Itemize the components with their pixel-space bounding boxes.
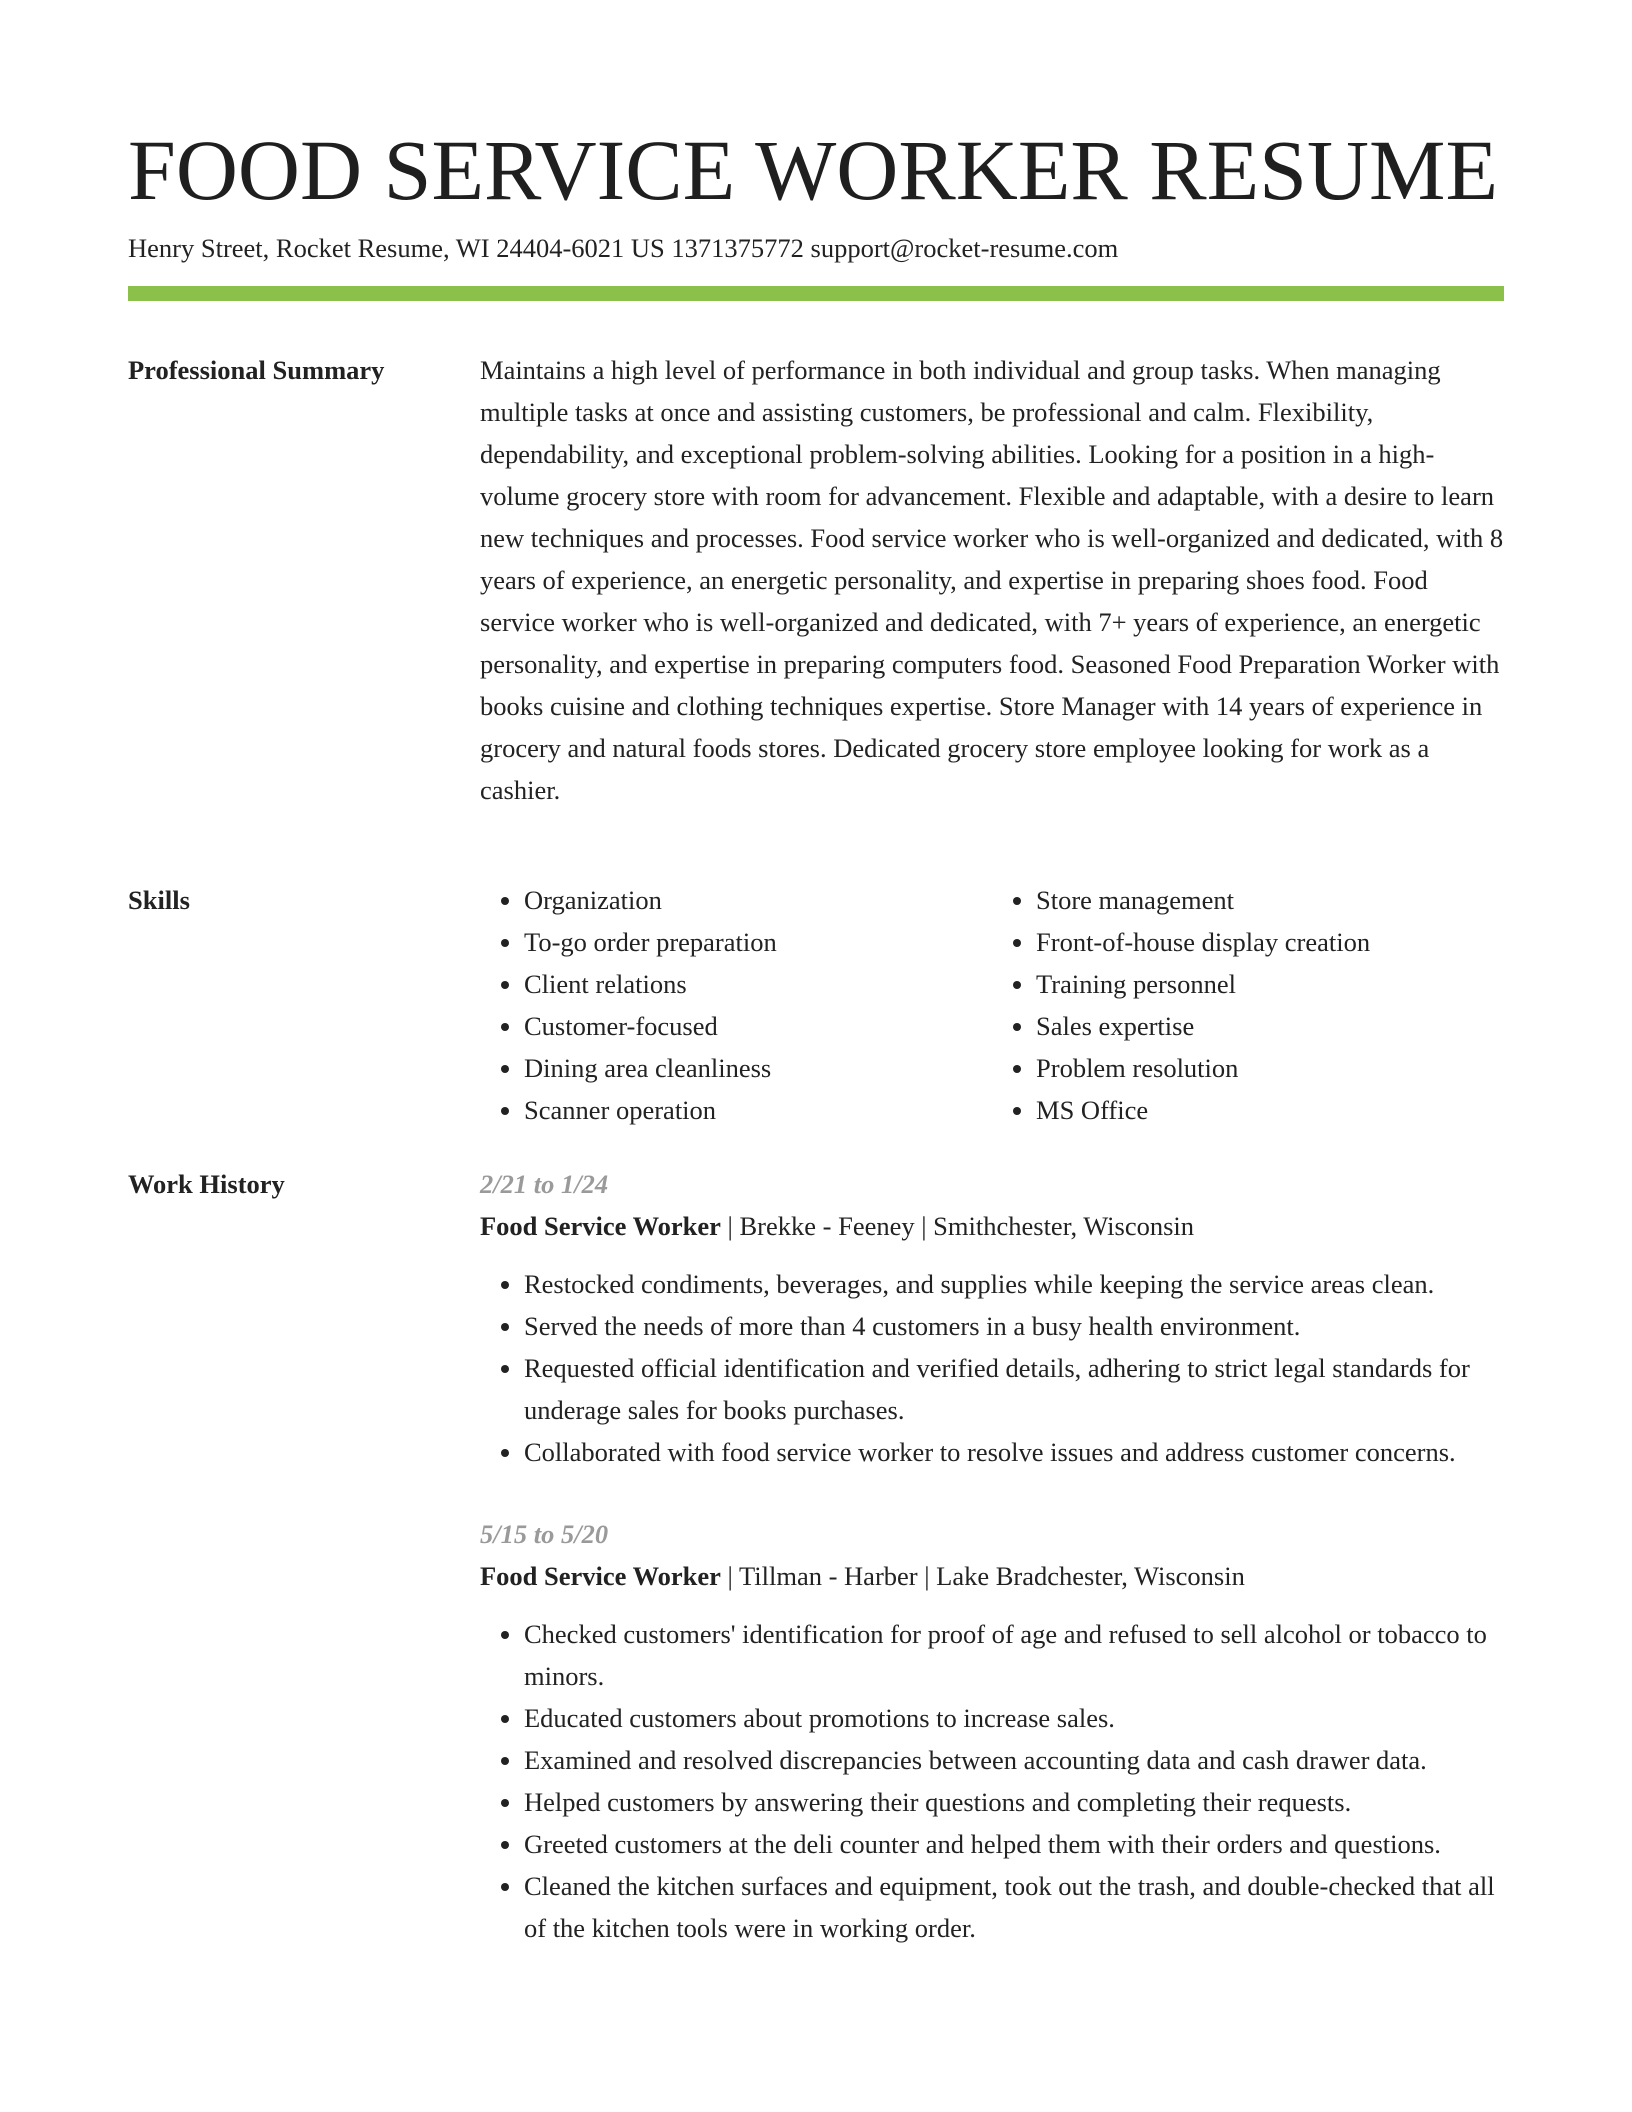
skill-item: • Sales expertise <box>1036 1005 1504 1047</box>
job-bullet: • Educated customers about promotions to increase sales. <box>524 1697 1504 1739</box>
accent-divider <box>128 286 1504 301</box>
section-heading-skills: Skills <box>128 885 190 915</box>
skill-item: • Dining area cleanliness <box>524 1047 992 1089</box>
summary-text: Maintains a high level of performance in both individual and group tasks. When managing multiple tasks at once and assisting customers, be professional and calm. Flexibility, dependability, and exceptional problem-solving abilities. Looking for a position in a high-volume grocery store with room for advancement. Flexible and adaptable, with a desire to learn new techniques and processes. Food service worker who is well-organized and dedicated, with 8 years of experience, an energetic personality, and expertise in preparing shoes food. Food service worker who is well-organized and dedicated, with 7+ years of experience, an energetic personality, and expertise in preparing computers food. Seasoned Food Preparation Worker with books cuisine and clothing techniques expertise. Store Manager with 14 years of experience in grocery and natural foods stores. Dedicated grocery store employee looking for work as a cashier. <box>480 355 1504 805</box>
skill-item: • Scanner operation <box>524 1089 992 1131</box>
job-role: Food Service Worker <box>480 1561 721 1591</box>
job-bullet: • Checked customers' identification for proof of age and refused to sell alcohol or tobacco to minors. <box>524 1613 1504 1697</box>
job-bullets <box>480 1613 1504 1949</box>
skills-column-left <box>480 879 992 1131</box>
job-entry <box>480 1513 1504 1949</box>
job-bullet: • Cleaned the kitchen surfaces and equipment, took out the trash, and double-checked that all of the kitchen tools were in working order. <box>524 1865 1504 1949</box>
job-title-line <box>480 1205 1504 1247</box>
skill-item: • Customer-focused <box>524 1005 992 1047</box>
job-bullet: • Examined and resolved discrepancies between accounting data and cash drawer data. <box>524 1739 1504 1781</box>
work-history-body <box>480 1163 1504 1989</box>
contact-line: Henry Street, Rocket Resume, WI 24404-6021 US 1371375772 support@rocket-resume.com <box>128 233 1119 263</box>
job-bullet: • Collaborated with food service worker to resolve issues and address customer concerns. <box>524 1431 1504 1473</box>
skills-column-right <box>992 879 1504 1131</box>
skill-item: • MS Office <box>1036 1089 1504 1131</box>
skill-item: • Organization <box>524 879 992 921</box>
job-bullet: • Served the needs of more than 4 customers in a busy health environment. <box>524 1305 1504 1347</box>
summary-body <box>480 349 1504 811</box>
job-bullet: • Helped customers by answering their questions and completing their requests. <box>524 1781 1504 1823</box>
job-dates: 2/21 to 1/24 <box>480 1169 609 1199</box>
job-bullet: • Restocked condiments, beverages, and supplies while keeping the service areas clean. <box>524 1263 1504 1305</box>
job-dates: 5/15 to 5/20 <box>480 1519 609 1549</box>
job-role: Food Service Worker <box>480 1211 721 1241</box>
job-details: | Tillman - Harber | Lake Bradchester, Wisconsin <box>720 1561 1245 1591</box>
skill-item: • To-go order preparation <box>524 921 992 963</box>
section-heading-work-history: Work History <box>128 1169 285 1199</box>
resume-title: FOOD SERVICE WORKER RESUME <box>128 122 1499 218</box>
skill-item: • Problem resolution <box>1036 1047 1504 1089</box>
skill-item: • Store management <box>1036 879 1504 921</box>
skills-body <box>480 879 1504 1131</box>
job-bullets <box>480 1263 1504 1473</box>
job-bullet: • Requested official identification and verified details, adhering to strict legal standards for underage sales for books purchases. <box>524 1347 1504 1431</box>
job-details: | Brekke - Feeney | Smithchester, Wisconsin <box>720 1211 1195 1241</box>
section-heading-summary: Professional Summary <box>128 355 385 385</box>
skill-item: • Training personnel <box>1036 963 1504 1005</box>
job-entry <box>480 1163 1504 1473</box>
skill-item: • Client relations <box>524 963 992 1005</box>
skill-item: • Front-of-house display creation <box>1036 921 1504 963</box>
job-bullet: • Greeted customers at the deli counter and helped them with their orders and questions. <box>524 1823 1504 1865</box>
job-title-line <box>480 1555 1504 1597</box>
